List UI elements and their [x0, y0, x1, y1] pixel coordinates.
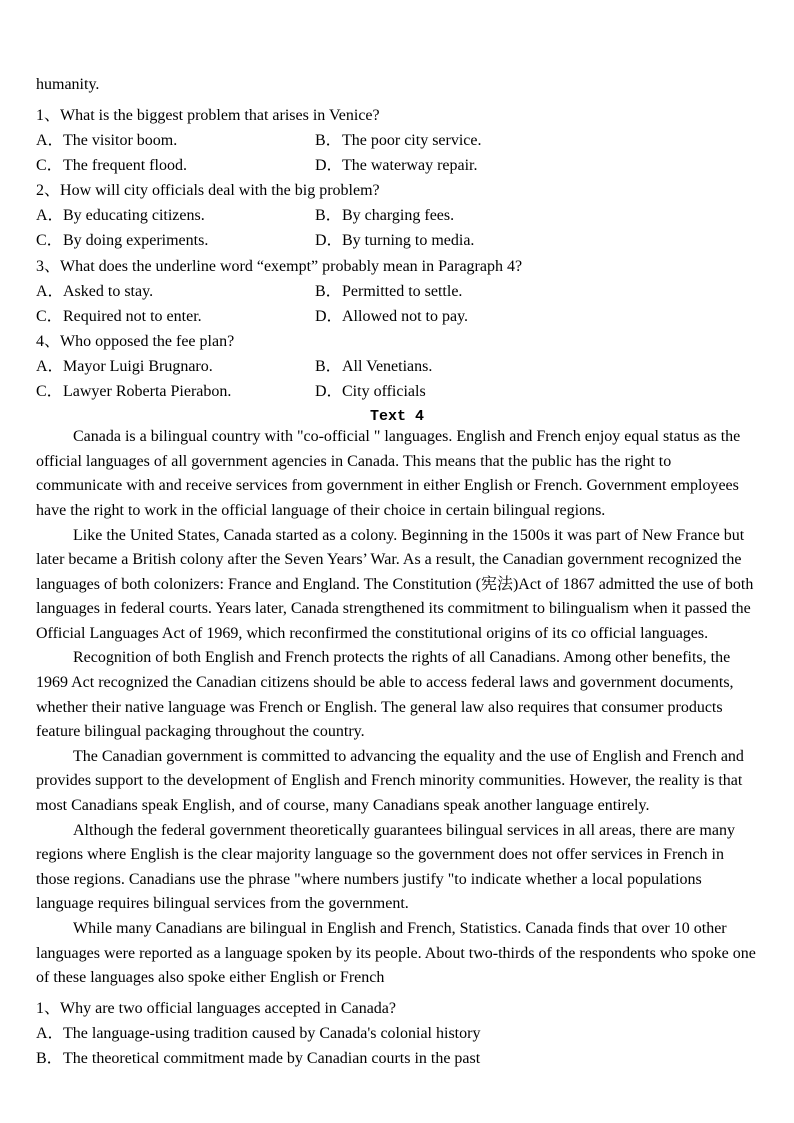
question-number: 1、 [36, 999, 61, 1017]
option-label: D． [315, 157, 343, 175]
passage-paragraph-6: While many Canadians are bilingual in English and French, Statistics. Canada finds that over 10 other languages were reported as a language spoken by its people. About two-thirds of the respondents who spoke one of these languages also spoke either English or French [36, 920, 756, 987]
passage-paragraph-4: The Canadian government is committed to advancing the equality and the use of English and French and provides support to the development of English and French minority communities. However, the reality is that most Canadians speak English, and of course, many Canadians speak another language entirely. [36, 747, 744, 815]
option-text: Lawyer Roberta Pierabon. [63, 383, 232, 401]
option-label: B． [315, 207, 342, 225]
option-label: B． [315, 357, 342, 375]
options-row [36, 279, 758, 304]
option-text: By doing experiments. [63, 232, 209, 250]
options-row [36, 203, 758, 228]
option-text: Permitted to settle. [342, 282, 463, 300]
option-text: By turning to media. [342, 232, 475, 250]
option-label: D． [315, 232, 343, 250]
option-text: By educating citizens. [63, 207, 205, 225]
question-text: Why are two official languages accepted in Canada? [60, 999, 397, 1017]
options-row [36, 128, 758, 153]
question-2 [36, 178, 758, 253]
options-row [36, 304, 758, 329]
options-row [36, 379, 758, 404]
question-number: 1、 [36, 107, 61, 124]
option-b [36, 1046, 758, 1071]
question-stem [36, 996, 758, 1021]
option-a [36, 203, 315, 228]
options-row [36, 354, 758, 379]
option-a [36, 1021, 758, 1046]
passage-paragraph-1: Canada is a bilingual country with "co-official " languages. English and French enjoy equal status as the official languages of all government agencies in Canada. This means that the public has the right to communicate with and receive services from government in either English or French. Government employees have the right to work in the official language of their choice in certain bilingual regions. [36, 428, 741, 519]
options-row [36, 153, 758, 178]
option-text: Mayor Luigi Brugnaro. [63, 357, 213, 375]
option-text: The visitor boom. [63, 132, 178, 150]
option-b [315, 203, 758, 228]
option-text: City officials [342, 383, 426, 401]
option-c [36, 228, 315, 253]
question-number: 4、 [36, 332, 61, 350]
option-text: Allowed not to pay. [342, 307, 469, 325]
question-number: 3、 [36, 257, 61, 275]
option-label: A． [36, 132, 64, 150]
passage-paragraph-3: Recognition of both English and French protects the rights of all Canadians. Among other benefits, the 1969 Act recognized the Canadian citizens should be able to access federal laws and government documents, whether their native language was French or English. The general law also requires that consumer products feature bilingual packaging throughout the country. [36, 649, 734, 741]
option-c [36, 379, 315, 404]
option-b [315, 279, 758, 304]
question-stem [36, 178, 758, 203]
option-label: D． [315, 383, 343, 401]
question-1 [36, 103, 758, 178]
option-text: Asked to stay. [63, 282, 154, 300]
question-4 [36, 329, 758, 404]
option-d [315, 153, 758, 178]
question-text4-1 [36, 996, 758, 1072]
option-a [36, 354, 315, 379]
option-d [315, 228, 758, 253]
option-label: D． [315, 307, 343, 325]
option-text: Required not to enter. [63, 307, 202, 325]
option-label: A． [36, 207, 64, 225]
option-label: A． [36, 357, 64, 375]
options-row [36, 228, 758, 253]
option-label: B． [315, 132, 342, 150]
option-label: B． [36, 1050, 63, 1068]
question-text: How will city officials deal with the big problem? [60, 182, 380, 200]
option-d [315, 379, 758, 404]
option-label: C． [36, 307, 63, 325]
option-label: A． [36, 282, 64, 300]
option-b [315, 128, 758, 153]
option-text: The waterway repair. [342, 157, 478, 175]
option-label: C． [36, 232, 63, 250]
passage-paragraph-2: Like the United States, Canada started as a colony. Beginning in the 1500s it was part of New France but later became a British colony after the Seven Years’ War. As a result, the Canadian government recognized the languages of both colonizers: France and England. The Constitution (宪法)Act of 1867 admitted the use of both languages in federal courts. Years later, Canada strengthened its commitment to bilingualism when it passed the Official Languages Act of 1969, which reconfirmed the constitutional origins of its co official languages. [36, 526, 754, 642]
question-stem [36, 254, 758, 279]
option-text: All Venetians. [342, 357, 433, 375]
option-text: The theoretical commitment made by Canadian courts in the past [63, 1050, 481, 1068]
section-heading-text4: Text 4 [369, 408, 424, 426]
option-label: B． [315, 282, 342, 300]
option-text: The language-using tradition caused by Canada's colonial history [63, 1024, 481, 1042]
question-text: Who opposed the fee plan? [60, 332, 235, 350]
option-text: The poor city service. [342, 132, 482, 150]
option-c [36, 304, 315, 329]
question-number: 2、 [36, 182, 61, 200]
question-stem [36, 329, 758, 354]
option-text: By charging fees. [342, 207, 455, 225]
question-text: What is the biggest problem that arises in Venice? [60, 107, 380, 124]
option-a [36, 128, 315, 153]
option-label: C． [36, 157, 63, 175]
option-text: The frequent flood. [63, 157, 187, 175]
option-a [36, 279, 315, 304]
option-label: A． [36, 1024, 64, 1042]
passage-paragraph-5: Although the federal government theoretically guarantees bilingual services in all areas, there are many regions where English is the clear majority language so the government does not offer services in French in those regions. Canadians use the phrase "where numbers justify "to indicate whether a local populations language requires bilingual services from the government. [36, 821, 735, 913]
question-text: What does the underline word “exempt” probably mean in Paragraph 4? [60, 257, 523, 275]
option-c [36, 153, 315, 178]
option-label: C． [36, 383, 63, 401]
option-b [315, 354, 758, 379]
passage-end-fragment: humanity. [36, 76, 100, 93]
option-d [315, 304, 758, 329]
question-stem [36, 103, 758, 128]
question-3 [36, 254, 758, 329]
